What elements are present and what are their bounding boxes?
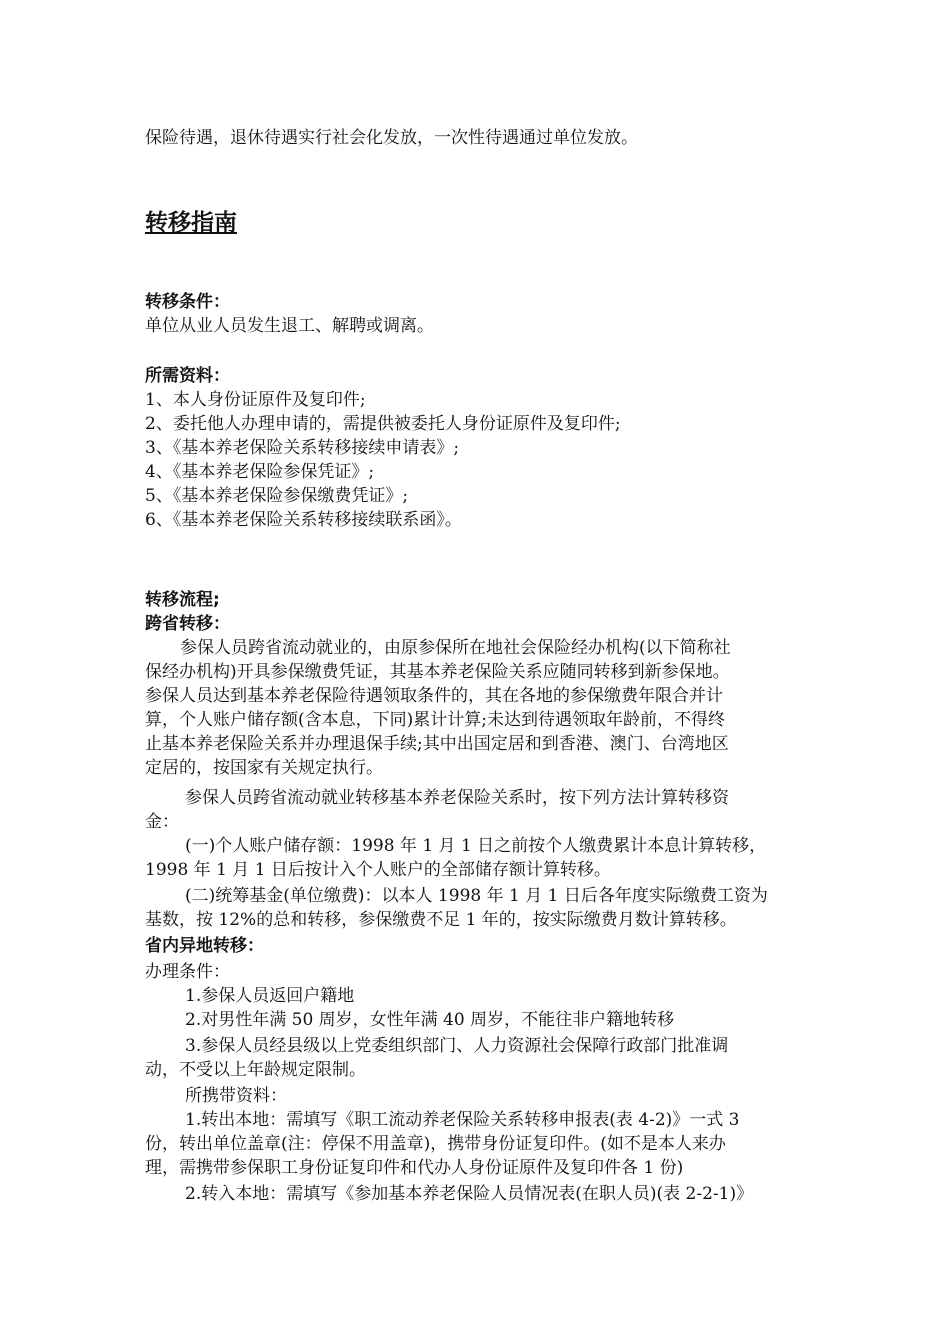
list-item: 5、《基本养老保险参保缴费凭证》; — [145, 486, 409, 506]
list-item: 2、委托他人办理申请的，需提供被委托人身份证原件及复印件; — [145, 414, 621, 434]
process-heading: 转移流程; — [145, 590, 220, 610]
condition-label: 办理条件： — [145, 962, 230, 982]
paragraph-line: 参保人员达到基本养老保险待遇领取条件的，其在各地的参保缴费年限合并计 — [145, 686, 723, 706]
paragraph-line: 算，个人账户储存额(含本息，下同)累计计算;未达到待遇领取年龄前，不得终 — [145, 710, 725, 730]
list-item: 4、《基本养老保险参保凭证》; — [145, 462, 375, 482]
paragraph-line: 金： — [145, 812, 179, 832]
paragraph-line: 定居的，按国家有关规定执行。 — [145, 758, 383, 778]
list-item: 1、本人身份证原件及复印件; — [145, 390, 366, 410]
condition-item: 3.参保人员经县级以上党委组织部门、人力资源社会保障行政部门批准调 — [185, 1036, 729, 1056]
cross-province-heading: 跨省转移： — [145, 614, 230, 634]
conditions-text: 单位从业人员发生退工、解聘或调离。 — [145, 316, 434, 336]
paragraph-line: 参保人员跨省流动就业转移基本养老保险关系时，按下列方法计算转移资 — [185, 788, 729, 808]
condition-item: 1.参保人员返回户籍地 — [185, 986, 355, 1006]
condition-item: 动，不受以上年龄规定限制。 — [145, 1060, 366, 1080]
list-item: 3、《基本养老保险关系转移接续申请表》; — [145, 438, 460, 458]
paragraph-line: 参保人员跨省流动就业的，由原参保所在地社会保险经办机构(以下简称社 — [180, 638, 731, 658]
paragraph-line: 1998 年 1 月 1 日后按计入个人账户的全部储存额计算转移。 — [145, 860, 611, 880]
paragraph-line: (一)个人账户储存额：1998 年 1 月 1 日之前按个人缴费累计本息计算转移， — [185, 836, 767, 856]
list-item: 6、《基本养老保险关系转移接续联系函》。 — [145, 510, 462, 530]
paragraph-line: (二)统筹基金(单位缴费)：以本人 1998 年 1 月 1 日后各年度实际缴费工资为 — [185, 886, 768, 906]
in-province-heading: 省内异地转移： — [145, 936, 264, 956]
carry-label: 所携带资料： — [185, 1086, 287, 1106]
material-item: 1.转出本地：需填写《职工流动养老保险关系转移申报表(表 4-2)》一式 3 — [185, 1110, 740, 1130]
paragraph-line: 基数，按 12%的总和转移，参保缴费不足 1 年的，按实际缴费月数计算转移。 — [145, 910, 737, 930]
conditions-heading: 转移条件： — [145, 292, 230, 312]
paragraph-line: 保经办机构)开具参保缴费凭证，其基本养老保险关系应随同转移到新参保地。 — [145, 662, 730, 682]
paragraph-line: 止基本养老保险关系并办理退保手续;其中出国定居和到香港、澳门、台湾地区 — [145, 734, 729, 754]
material-item: 2.转入本地：需填写《参加基本养老保险人员情况表(在职人员)(表 2-2-1)》 — [185, 1184, 754, 1204]
material-item: 理，需携带参保职工身份证复印件和代办人身份证原件及复印件各 1 份) — [145, 1158, 684, 1178]
materials-heading: 所需资料： — [145, 366, 230, 386]
material-item: 份，转出单位盖章(注：停保不用盖章)，携带身份证复印件。(如不是本人来办 — [145, 1134, 726, 1154]
section-title: 转移指南 — [145, 210, 237, 236]
paragraph-continuation: 保险待遇，退休待遇实行社会化发放，一次性待遇通过单位发放。 — [145, 128, 638, 148]
condition-item: 2.对男性年满 50 周岁，女性年满 40 周岁，不能往非户籍地转移 — [185, 1010, 675, 1030]
